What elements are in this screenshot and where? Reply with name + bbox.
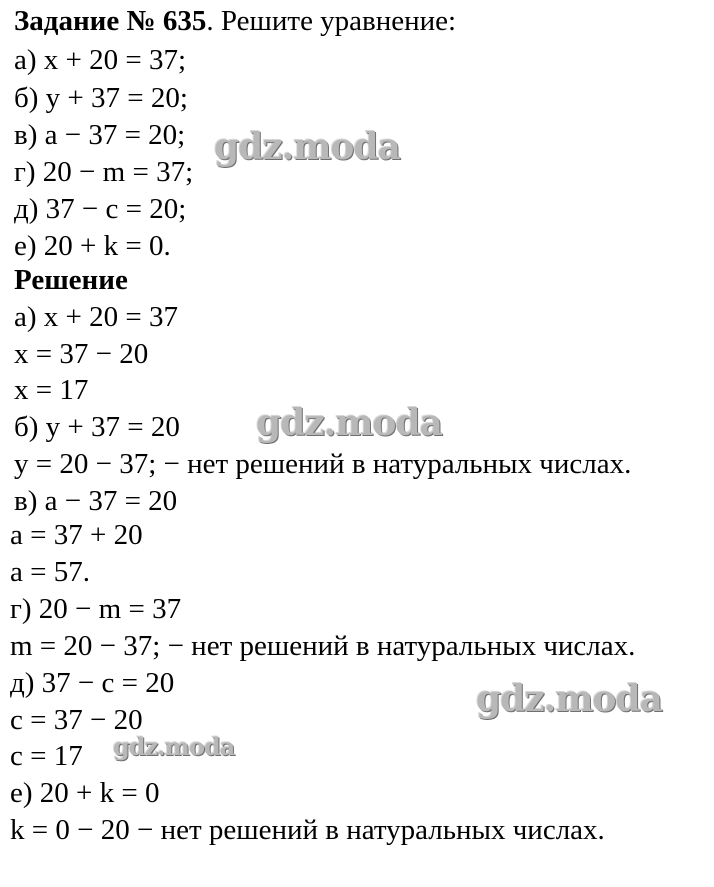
task-item-e: е) 20 + k = 0. (14, 230, 171, 262)
task-number: Задание № 635 (14, 5, 207, 37)
solution-line: x = 17 (14, 374, 89, 406)
solution-line: c = 17 (10, 740, 83, 772)
solution-line: a = 57. (10, 556, 90, 588)
watermark-logo: gdz.moda (214, 126, 400, 168)
solution-line: y = 20 − 37; − нет решений в натуральных числах. (14, 448, 632, 480)
solution-line: m = 20 − 37; − нет решений в натуральных числах. (10, 630, 636, 662)
solution-heading: Решение (14, 264, 128, 296)
solution-line: в) a − 37 = 20 (14, 485, 178, 517)
task-instruction: . Решите уравнение: (206, 5, 457, 37)
watermark-logo: gdz.moda (256, 402, 442, 444)
solution-line: k = 0 − 20 − нет решений в натуральных числах. (10, 814, 605, 846)
solution-line: a = 37 + 20 (10, 519, 143, 551)
task-item-a: а) x + 20 = 37; (14, 44, 187, 76)
task-item-b: б) y + 37 = 20; (14, 82, 188, 114)
task-item-v: в) a − 37 = 20; (14, 119, 186, 151)
solution-line: а) x + 20 = 37 (14, 301, 178, 333)
solution-line: c = 37 − 20 (10, 704, 143, 736)
task-title (14, 4, 456, 38)
solution-line: е) 20 + k = 0 (10, 777, 160, 809)
solution-line: д) 37 − c = 20 (10, 667, 175, 699)
solution-line: x = 37 − 20 (14, 338, 149, 370)
watermark-logo: gdz.moda (476, 678, 662, 720)
solution-line: г) 20 − m = 37 (10, 593, 182, 625)
watermark-logo: gdz.moda (113, 732, 235, 761)
solution-line: б) y + 37 = 20 (14, 411, 180, 443)
task-item-d: д) 37 − c = 20; (14, 193, 187, 225)
task-item-g: г) 20 − m = 37; (14, 156, 194, 188)
